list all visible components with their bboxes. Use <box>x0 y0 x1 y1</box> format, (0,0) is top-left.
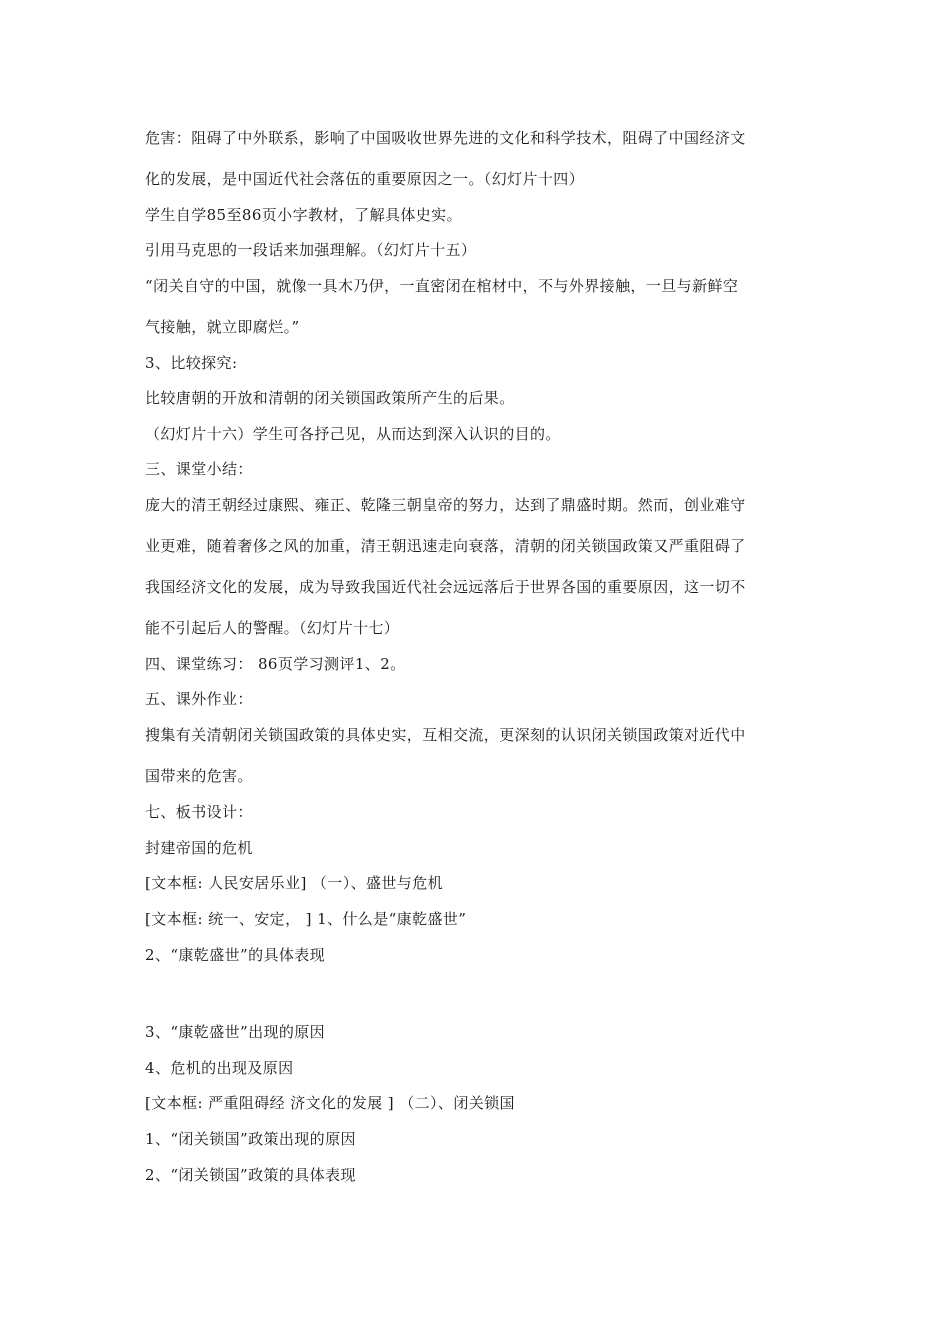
board-line: 4、危机的出现及原因 <box>145 1059 294 1077</box>
section-heading: 七、板书设计： <box>145 803 253 821</box>
text-line: 能不引起后人的警醒。（幻灯片十七） <box>145 619 400 637</box>
board-title: 封建帝国的危机 <box>145 839 253 857</box>
text-line: 危害：阻碍了中外联系，影响了中国吸收世界先进的文化和科学技术，阻碍了中国经济文 <box>145 129 746 147</box>
text-line: “闭关自守的中国，就像一具木乃伊，一直密闭在棺材中，不与外界接触，一旦与新鲜空 <box>145 277 739 295</box>
section-heading: 3、比较探究: <box>145 354 238 372</box>
board-line: 2、“闭关锁国”政策的具体表现 <box>145 1166 356 1184</box>
text-line: 学生自学85至86页小字教材，了解具体史实。 <box>145 206 462 224</box>
board-line: 3、“康乾盛世”出现的原因 <box>145 1023 326 1041</box>
text-line: 搜集有关清朝闭关锁国政策的具体史实，互相交流，更深刻的认识闭关锁国政策对近代中 <box>145 726 746 744</box>
text-line: 比较唐朝的开放和清朝的闭关锁国政策所产生的后果。 <box>145 389 515 407</box>
text-line: 化的发展，是中国近代社会落伍的重要原因之一。（幻灯片十四） <box>145 170 585 188</box>
board-line: [文本框: 人民安居乐业] （一）、盛世与危机 <box>145 874 443 892</box>
board-line: 2、“康乾盛世”的具体表现 <box>145 946 326 964</box>
text-line: 国带来的危害。 <box>145 767 253 785</box>
board-line: 1、“闭关锁国”政策出现的原因 <box>145 1130 356 1148</box>
section-heading: 五、课外作业： <box>145 690 253 708</box>
text-line: 庞大的清王朝经过康熙、雍正、乾隆三朝皇帝的努力，达到了鼎盛时期。然而，创业难守 <box>145 496 746 514</box>
text-line: 引用马克思的一段话来加强理解。（幻灯片十五） <box>145 241 477 259</box>
section-heading: 四、课堂练习： 86页学习测评1、2。 <box>145 655 406 673</box>
board-line: [文本框: 统一、安定， ] 1、什么是“康乾盛世” <box>145 910 467 928</box>
board-line: [文本框: 严重阻碍经 济文化的发展 ] （二）、闭关锁国 <box>145 1094 515 1112</box>
section-heading: 三、课堂小结： <box>145 460 253 478</box>
text-line: 业更难，随着奢侈之风的加重，清王朝迅速走向衰落，清朝的闭关锁国政策又严重阻碍了 <box>145 537 746 555</box>
text-line: （幻灯片十六）学生可各抒己见，从而达到深入认识的目的。 <box>145 425 561 443</box>
text-line: 气接触，就立即腐烂。” <box>145 318 300 336</box>
text-line: 我国经济文化的发展，成为导致我国近代社会远远落后于世界各国的重要原因，这一切不 <box>145 578 746 596</box>
document-page <box>145 0 815 1344</box>
